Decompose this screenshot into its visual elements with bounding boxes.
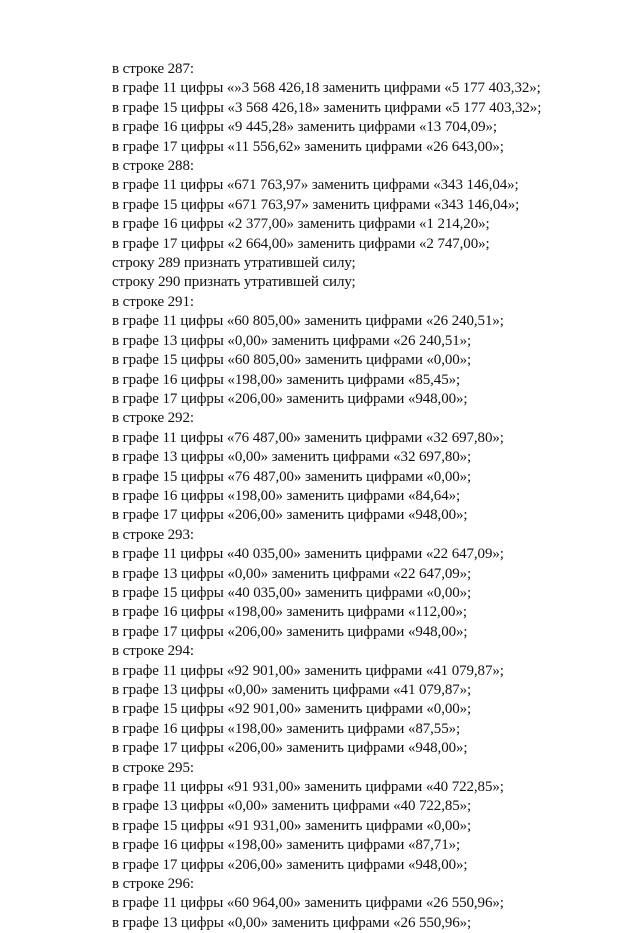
- document-line: в графе 17 цифры «11 556,62» заменить цифрами «26 643,00»;: [112, 138, 504, 155]
- document-line: в графе 15 цифры «92 901,00» заменить цифрами «0,00»;: [112, 701, 472, 718]
- document-line: в графе 17 цифры «206,00» заменить цифрами «948,00»;: [112, 390, 468, 407]
- document-line: в графе 16 цифры «198,00» заменить цифрами «87,55»;: [112, 720, 461, 737]
- document-line: в графе 15 цифры «60 805,00» заменить цифрами «0,00»;: [112, 352, 472, 369]
- document-line: в графе 11 цифры «671 763,97» заменить цифрами «343 146,04»;: [112, 177, 519, 194]
- document-line: в графе 16 цифры «198,00» заменить цифрами «87,71»;: [112, 837, 461, 854]
- document-line: в строке 291:: [112, 293, 194, 310]
- document-line: в строке 294:: [112, 643, 194, 660]
- document-line: в графе 16 цифры «198,00» заменить цифрами «84,64»;: [112, 487, 461, 504]
- document-line: в графе 15 цифры «40 035,00» заменить цифрами «0,00»;: [112, 584, 472, 601]
- document-line: в графе 15 цифры «671 763,97» заменить цифрами «343 146,04»;: [112, 196, 520, 213]
- document-line: строку 289 признать утратившей силу;: [112, 255, 356, 272]
- document-line: в графе 16 цифры «9 445,28» заменить цифрами «13 704,09»;: [112, 119, 497, 136]
- document-line: в графе 13 цифры «0,00» заменить цифрами «40 722,85»;: [112, 798, 472, 815]
- document-line: в графе 17 цифры «206,00» заменить цифрами «948,00»;: [112, 740, 468, 757]
- document-line: в графе 16 цифры «198,00» заменить цифрами «112,00»;: [112, 604, 467, 621]
- document-line: в графе 11 цифры «92 901,00» заменить цифрами «41 079,87»;: [112, 662, 504, 679]
- document-line: в графе 16 цифры «198,00» заменить цифрами «85,45»;: [112, 371, 461, 388]
- document-line: в графе 17 цифры «206,00» заменить цифрами «948,00»;: [112, 623, 468, 640]
- document-line: в графе 11 цифры «40 035,00» заменить цифрами «22 647,09»;: [112, 546, 504, 563]
- document-line: в графе 11 цифры «60 964,00» заменить цифрами «26 550,96»;: [112, 895, 504, 912]
- document-line: в графе 15 цифры «91 931,00» заменить цифрами «0,00»;: [112, 817, 472, 834]
- document-line: в графе 11 цифры «76 487,00» заменить цифрами «32 697,80»;: [112, 429, 504, 446]
- document-line: в графе 13 цифры «0,00» заменить цифрами «26 550,96»;: [112, 914, 472, 931]
- document-line: в строке 295:: [112, 759, 194, 776]
- document-line: в строке 293:: [112, 526, 194, 543]
- document-body: [112, 60, 622, 933]
- document-line: в строке 288:: [112, 158, 194, 175]
- document-line: в графе 13 цифры «0,00» заменить цифрами «41 079,87»;: [112, 682, 472, 698]
- document-line: в графе 16 цифры «2 377,00» заменить цифрами «1 214,20»;: [112, 216, 490, 233]
- document-line: в графе 13 цифры «0,00» заменить цифрами «32 697,80»;: [112, 449, 472, 466]
- document-line: в графе 13 цифры «0,00» заменить цифрами «26 240,51»;: [112, 332, 472, 349]
- document-line: в строке 292:: [112, 410, 194, 427]
- document-line: в строке 296:: [112, 876, 194, 893]
- document-line: в графе 11 цифры «»3 568 426,18 заменить цифрами «5 177 403,32»;: [112, 80, 541, 97]
- document-line: в графе 17 цифры «206,00» заменить цифрами «948,00»;: [112, 507, 468, 524]
- document-line: в графе 15 цифры «76 487,00» заменить цифрами «0,00»;: [112, 468, 472, 485]
- document-line: в графе 11 цифры «91 931,00» заменить цифрами «40 722,85»;: [112, 779, 504, 796]
- document-line: в графе 13 цифры «0,00» заменить цифрами «22 647,09»;: [112, 565, 472, 582]
- document-line: в графе 11 цифры «60 805,00» заменить цифрами «26 240,51»;: [112, 313, 504, 330]
- document-line: в строке 287:: [112, 61, 194, 77]
- document-line: в графе 17 цифры «206,00» заменить цифрами «948,00»;: [112, 856, 468, 873]
- document-line: строку 290 признать утратившей силу;: [112, 274, 356, 291]
- document-line: в графе 15 цифры «3 568 426,18» заменить цифрами «5 177 403,32»;: [112, 99, 542, 116]
- document-line: в графе 17 цифры «2 664,00» заменить цифрами «2 747,00»;: [112, 235, 490, 252]
